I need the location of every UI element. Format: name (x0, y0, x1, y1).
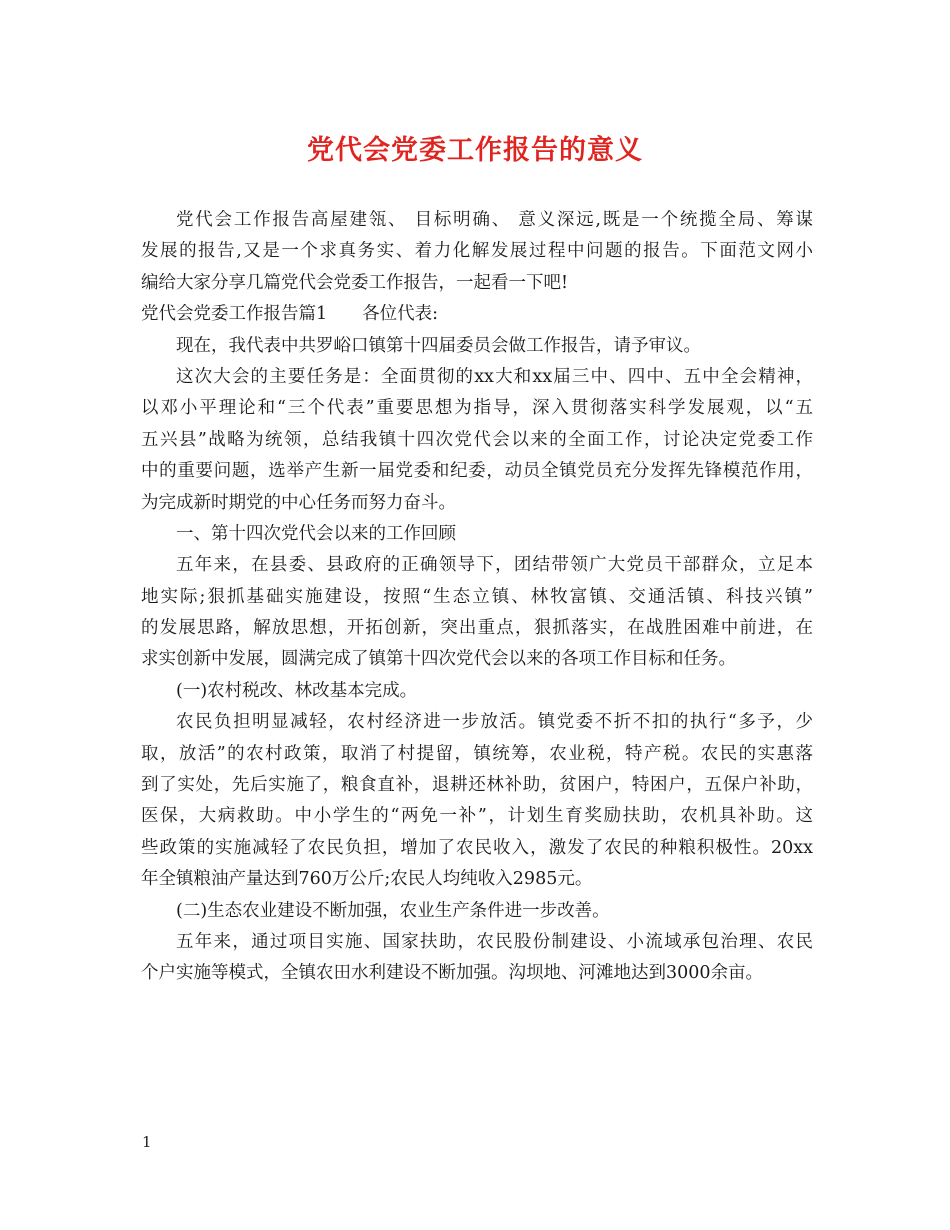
paragraph-line: 的发展思路，解放思想，开拓创新，突出重点，狠抓落实，在战胜困难中前进，在 (141, 618, 813, 639)
paragraph-line: 五兴县”战略为统领，总结我镇十四次党代会以来的全面工作，讨论决定党委工作 (141, 429, 813, 450)
paragraph-line: 编给大家分享几篇党代会党委工作报告，一起看一下吧! (141, 272, 569, 293)
page-number: 1 (142, 1133, 152, 1151)
paragraph-line: 党代会工作报告高屋建瓴、 目标明确、 意义深远,既是一个统揽全局、筹谋 (176, 210, 813, 230)
paragraph-line: 农民负担明显减轻，农村经济进一步放活。镇党委不折不扣的执行“多予，少 (176, 712, 813, 733)
paragraph-line: 现在，我代表中共罗峪口镇第十四届委员会做工作报告，请予审议。 (176, 335, 701, 356)
paragraph-line: 求实创新中发展，圆满完成了镇第十四次党代会以来的各项工作目标和任务。 (141, 649, 736, 670)
paragraph-line: 中的重要问题，选举产生新一届党委和纪委，动员全镇党员充分发挥先锋模范作用， (141, 461, 813, 482)
paragraph-line: 些政策的实施减轻了农民负担，增加了农民收入，激发了农民的种粮积极性。20xx (141, 837, 813, 858)
paragraph-line: 到了实处，先后实施了，粮食直补，退耕还林补助，贫困户，特困户，五保户补助， (141, 775, 813, 796)
document-title: 党代会党委工作报告的意义 (307, 135, 643, 166)
paragraph-line: 医保，大病救助。中小学生的“两免一补”，计划生育奖励扶助，农机具补助。这 (141, 806, 813, 827)
section-heading: 一、第十四次党代会以来的工作回顾 (176, 523, 456, 544)
paragraph-line: 五年来，通过项目实施、国家扶助，农民股份制建设、小流域承包治理、农民 (176, 931, 813, 952)
paragraph-line: 取，放活”的农村政策，取消了村提留，镇统筹，农业税，特产税。农民的实惠落 (141, 743, 813, 764)
subsection-heading: (一)农村税改、林改基本完成。 (176, 680, 418, 701)
paragraph-line: 年全镇粮油产量达到760万公斤;农民人均纯收入2985元。 (141, 869, 593, 890)
section-heading-line: 党代会党委工作报告篇1 各位代表: (141, 304, 439, 325)
paragraph-line: 这次大会的主要任务是：全面贯彻的xx大和xx届三中、四中、五中全会精神， (176, 366, 813, 387)
paragraph-line: 以邓小平理论和“三个代表”重要思想为指导，深入贯彻落实科学发展观，以“五 (141, 398, 813, 419)
paragraph-line: 发展的报告,又是一个求真务实、着力化解发展过程中问题的报告。下面范文网小 (141, 241, 813, 262)
paragraph-line: 个户实施等模式，全镇农田水利建设不断加强。沟坝地、河滩地达到3000余亩。 (141, 963, 764, 984)
document-body (141, 205, 813, 990)
subsection-heading: (二)生态农业建设不断加强，农业生产条件进一步改善。 (176, 900, 610, 921)
paragraph-line: 为完成新时期党的中心任务而努力奋斗。 (141, 492, 456, 513)
paragraph-line: 五年来，在县委、县政府的正确领导下，团结带领广大党员干部群众，立足本 (176, 555, 813, 576)
paragraph-line: 地实际;狠抓基础实施建设，按照“生态立镇、林牧富镇、交通活镇、科技兴镇” (141, 586, 813, 607)
